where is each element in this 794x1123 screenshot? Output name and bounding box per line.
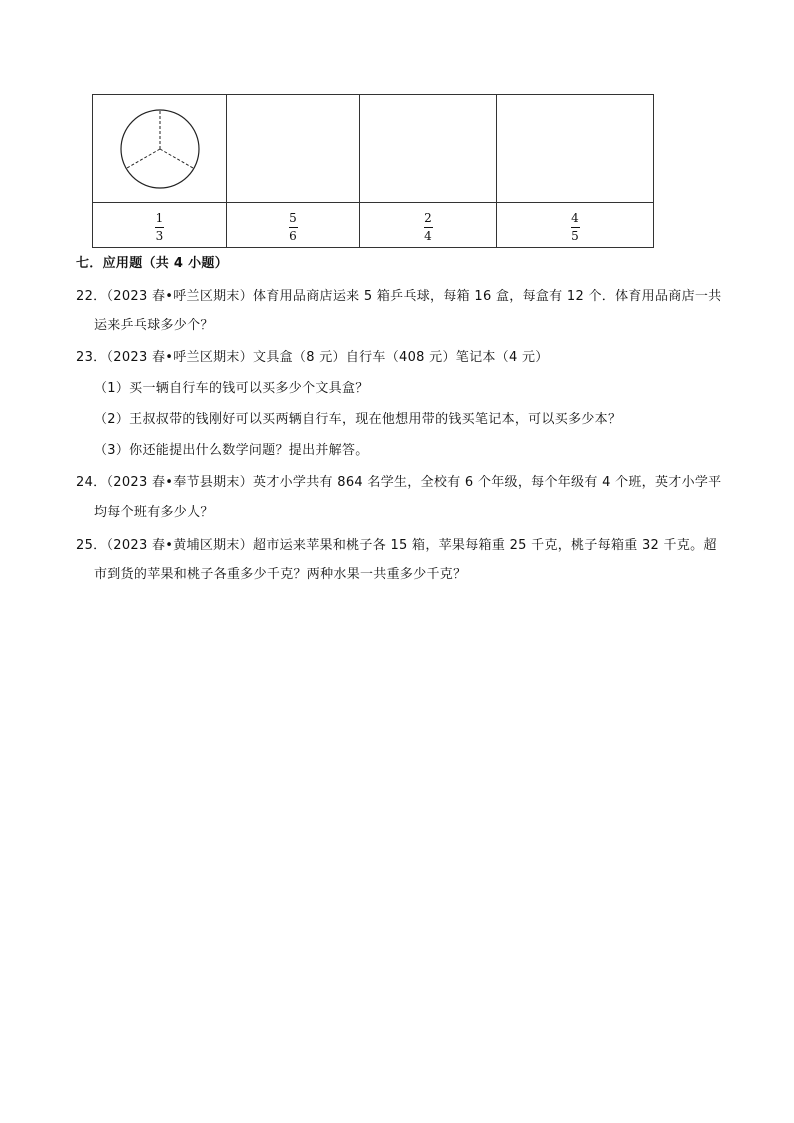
- circle-thirds-diagram: [118, 107, 202, 191]
- question-22-line-1: 22．（2023 春•呼兰区期末）体育用品商店运来 5 箱乒乓球，每箱 16 盒，每盒有 12 个．体育用品商店一共: [76, 289, 722, 304]
- numerator: 1: [155, 211, 164, 225]
- question-25-line-1: 25．（2023 春•黄埔区期末）超市运来苹果和桃子各 15 箱，苹果每箱重 25 千克，桃子每箱重 32 千克。超: [76, 538, 717, 553]
- drawing-cell-4[interactable]: [497, 95, 654, 203]
- fraction: [571, 212, 580, 243]
- fraction-table: [92, 94, 654, 248]
- drawing-cell-3[interactable]: [360, 95, 497, 203]
- question-25-line-2: 市到货的苹果和桃子各重多少千克？两种水果一共重多少千克？: [94, 567, 467, 582]
- fraction: [155, 212, 164, 243]
- numerator: 4: [571, 211, 579, 225]
- fraction-row: [93, 203, 654, 248]
- section-title: 七．应用题（共 4 小题）: [76, 256, 228, 271]
- fraction-bar: [571, 227, 580, 228]
- divider-line-left: [126, 149, 160, 169]
- fraction-bar: [155, 227, 164, 228]
- question-22-line-2: 运来乒乓球多少个？: [94, 318, 214, 333]
- fraction: [424, 212, 433, 243]
- numerator: 5: [289, 211, 297, 225]
- fraction-bar: [424, 227, 433, 228]
- question-23-sub-1: （1）买一辆自行车的钱可以买多少个文具盒？: [94, 381, 369, 396]
- fraction-cell-4: [497, 203, 654, 248]
- question-24-line-2: 均每个班有多少人？: [94, 505, 214, 520]
- drawing-cell-2[interactable]: [227, 95, 360, 203]
- denominator: 4: [424, 229, 432, 243]
- fraction: [289, 212, 298, 243]
- fraction-cell-1: [93, 203, 227, 248]
- question-23-sub-2: （2）王叔叔带的钱刚好可以买两辆自行车，现在他想用带的钱买笔记本，可以买多少本？: [94, 412, 622, 427]
- drawing-row: [93, 95, 654, 203]
- denominator: 3: [155, 229, 164, 243]
- denominator: 5: [571, 229, 579, 243]
- question-23-line-1: 23．（2023 春•呼兰区期末）文具盒（8 元）自行车（408 元）笔记本（4 元）: [76, 350, 549, 365]
- drawing-cell-1: [93, 95, 227, 203]
- denominator: 6: [289, 229, 297, 243]
- numerator: 2: [424, 211, 432, 225]
- question-24-line-1: 24．（2023 春•奉节县期末）英才小学共有 864 名学生，全校有 6 个年级，每个年级有 4 个班，英才小学平: [76, 475, 722, 490]
- fraction-bar: [289, 227, 298, 228]
- question-23-sub-3: （3）你还能提出什么数学问题？提出并解答。: [94, 443, 369, 458]
- fraction-cell-2: [227, 203, 360, 248]
- fraction-cell-3: [360, 203, 497, 248]
- divider-line-right: [160, 149, 194, 169]
